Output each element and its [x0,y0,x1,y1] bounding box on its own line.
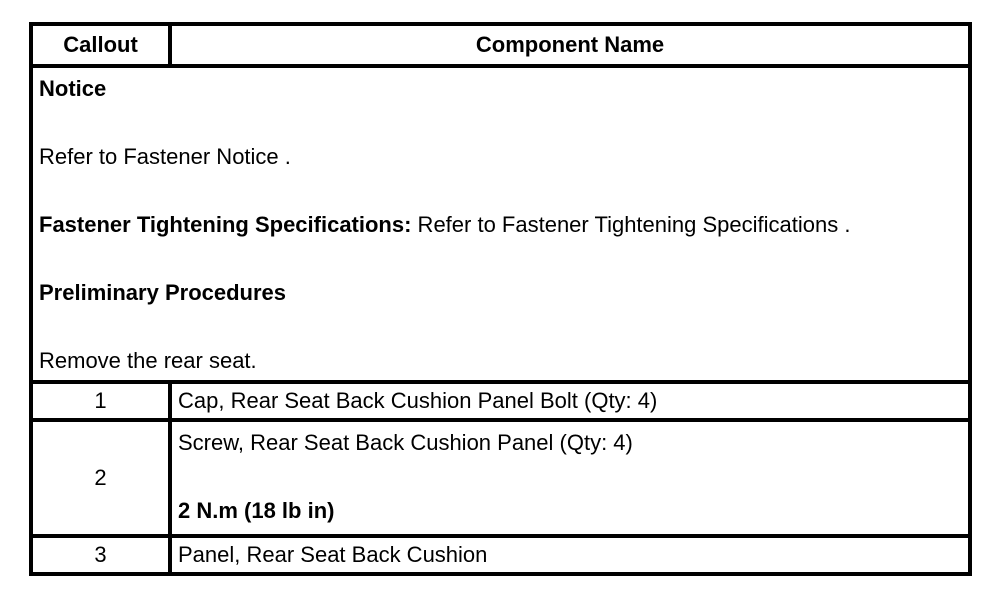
torque-spec: 2 N.m (18 lb in) [178,498,335,523]
tightening-specs-text: Refer to Fastener Tightening Specifications . [411,212,851,237]
component-name-cell [170,420,970,536]
preliminary-heading: Preliminary Procedures [39,280,287,305]
notice-row [31,66,970,382]
header-callout: Callout [31,24,170,66]
component-name-cell: Panel, Rear Seat Back Cushion [170,536,970,574]
component-name-text: Screw, Rear Seat Back Cushion Panel (Qty: 4) [178,430,633,455]
callout-cell: 2 [31,420,170,536]
table-row [31,536,970,574]
tightening-specs-label: Fastener Tightening Specifications: [39,212,412,237]
tightening-specs-line [39,212,968,238]
component-name-cell: Cap, Rear Seat Back Cushion Panel Bolt (Qty: 4) [170,382,970,420]
fastener-notice-text: Refer to Fastener Notice . [39,144,291,169]
callout-cell: 1 [31,382,170,420]
header-component-name: Component Name [170,24,970,66]
notice-heading: Notice [39,76,107,101]
table-header-row [31,24,970,66]
component-table [29,22,972,576]
table-row [31,420,970,536]
callout-cell: 3 [31,536,170,574]
table-row [31,382,970,420]
preliminary-text: Remove the rear seat. [39,348,257,373]
notice-cell [31,66,970,382]
